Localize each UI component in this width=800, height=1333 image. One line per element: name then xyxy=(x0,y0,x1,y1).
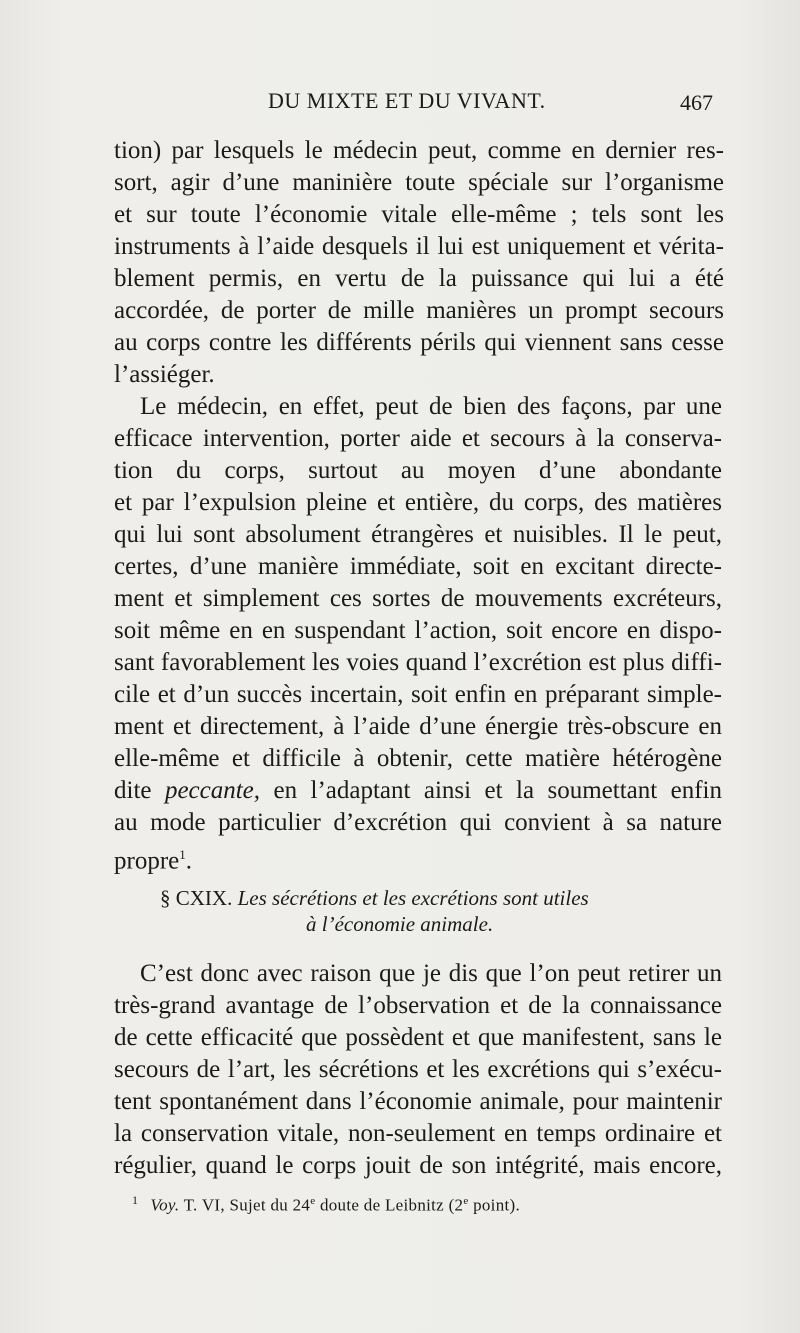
text-segment: dite xyxy=(114,777,165,804)
text-line: tion) par lesquels le médecin peut, comme en dernier res- xyxy=(114,137,724,164)
text-line: accordée, de porter de mille manières un prompt secours xyxy=(114,297,724,324)
text-line: et sur toute l’économie vitale elle-même ; tels sont les xyxy=(114,201,724,228)
text-segment: propre xyxy=(114,847,180,875)
section-heading xyxy=(160,884,589,912)
text-line: certes, d’une manière immédiate, soit en excitant directe- xyxy=(114,553,722,580)
text-segment: . xyxy=(185,847,192,875)
text-line: de cette efficacité que possèdent et que manifestent, sans le xyxy=(114,1024,722,1051)
footnote-text: doute de Leibnitz (2 xyxy=(315,1195,464,1215)
text-line: cile et d’un succès incertain, soit enfin en préparant simple- xyxy=(114,681,722,708)
footnote-superscript: e xyxy=(310,1195,316,1207)
italic-term: peccante, xyxy=(164,777,261,804)
text-line: instruments à l’aide desquels il lui est uniquement et vérita- xyxy=(114,233,724,260)
footnote-text: T. VI, Sujet du 24 xyxy=(179,1195,311,1215)
text-line: au mode particulier d’excrétion qui convient à sa nature xyxy=(114,809,722,836)
text-line: tent spontanément dans l’économie animale, pour maintenir xyxy=(114,1088,722,1115)
footnote-text: point). xyxy=(468,1195,521,1215)
page-header xyxy=(0,88,800,120)
section-title: à l’économie animale. xyxy=(306,912,494,936)
footnote-reference: 1 xyxy=(179,847,186,862)
footnote-marker: 1 xyxy=(132,1193,139,1207)
text-line xyxy=(114,839,192,875)
text-line: C’est donc avec raison que je dis que l’on peut retirer un xyxy=(140,960,722,987)
text-line: secours de l’art, les sécrétions et les excrétions qui s’exécu- xyxy=(114,1056,722,1083)
page-number: 467 xyxy=(680,90,713,115)
section-title: Les sécrétions et les excrétions sont utiles xyxy=(237,886,589,910)
text-line: sort, agir d’une maninière toute spéciale sur l’organisme xyxy=(114,169,724,196)
section-number: § CXIX. xyxy=(160,886,233,910)
text-line: qui lui sont absolument étrangères et nuisibles. Il le peut, xyxy=(114,521,722,548)
text-line: efficace intervention, porter aide et secours à la conserva- xyxy=(114,425,722,452)
text-line: Le médecin, en effet, peut de bien des façons, par une xyxy=(140,393,722,420)
text-line: l’assiéger. xyxy=(114,361,215,388)
text-line: soit même en en suspendant l’action, soit encore en dispo- xyxy=(114,617,722,644)
text-line xyxy=(114,775,722,807)
text-line: ment et simplement ces sortes de mouvements excréteurs, xyxy=(114,585,722,612)
text-line: sant favorablement les voies quand l’excrétion est plus diffi- xyxy=(114,649,722,676)
text-line: tion du corps, surtout au moyen d’une abondante xyxy=(114,457,722,484)
text-segment: en l’adaptant ainsi et la soumettant enfin xyxy=(260,777,722,804)
text-line: blement permis, en vertu de la puissance qui lui a été xyxy=(114,265,724,292)
text-line: très-grand avantage de l’observation et de la connaissance xyxy=(114,992,722,1019)
footnote xyxy=(132,1193,520,1216)
running-head: DU MIXTE ET DU VIVANT. xyxy=(268,88,546,113)
text-line: elle-même et difficile à obtenir, cette matière hétérogène xyxy=(114,745,722,772)
footnote-superscript: e xyxy=(463,1195,469,1207)
footnote-voy: Voy. xyxy=(150,1195,180,1215)
text-line: et par l’expulsion pleine et entière, du corps, des matières xyxy=(114,489,722,516)
text-line: au corps contre les différents périls qui viennent sans cesse xyxy=(114,329,724,356)
text-line: régulier, quand le corps jouit de son intégrité, mais encore, xyxy=(114,1152,722,1179)
text-line: la conservation vitale, non-seulement en temps ordinaire et xyxy=(114,1120,722,1147)
text-line: ment et directement, à l’aide d’une énergie très-obscure en xyxy=(114,713,722,740)
section-heading-continued xyxy=(306,910,493,938)
